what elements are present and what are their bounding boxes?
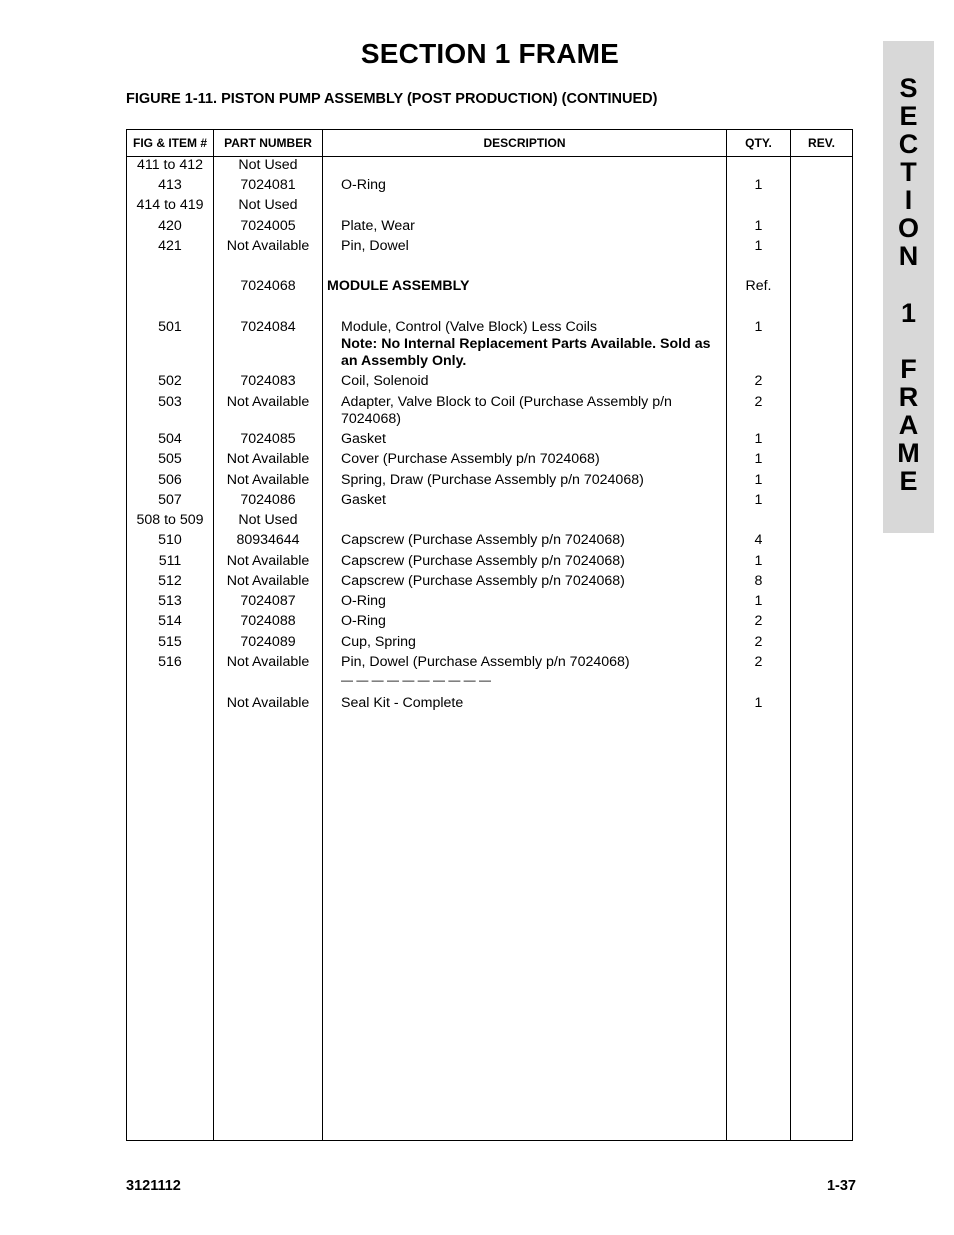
description-cell: Coil, Solenoid [341,373,429,389]
description-cell [341,319,721,370]
description-cell: Cup, Spring [341,634,416,650]
side-tab-letter: I [904,185,913,215]
qty-cell: 8 [754,573,763,589]
header-rev: REV. [808,136,835,150]
part-cell: Not Available [226,472,310,488]
qty-cell: 2 [754,654,763,670]
header-part-number: PART NUMBER [224,136,312,150]
description-cell: Gasket [341,492,386,508]
part-cell: 7024088 [240,613,296,629]
part-cell: Not Available [226,573,310,589]
item-cell: 508 to 509 [136,512,204,528]
description-cell: O-Ring [341,613,386,629]
side-tab-letter: F [900,354,917,384]
side-tab-letter: O [897,213,919,243]
part-cell: Not Available [226,451,310,467]
item-cell: 510 [158,532,182,548]
part-cell: 7024083 [240,373,296,389]
part-cell: Not Used [238,197,298,213]
qty-cell: 1 [754,431,763,447]
description-cell: Pin, Dowel (Purchase Assembly p/n 7024068) [341,654,630,670]
qty-cell: 1 [754,593,763,609]
page-title: SECTION 1 FRAME [360,38,620,69]
part-cell: Not Available [226,394,310,410]
part-cell: Not Available [226,553,310,569]
qty-cell: 2 [754,613,763,629]
qty-cell: 1 [754,238,763,254]
qty-cell: 1 [754,451,763,467]
qty-cell: 1 [754,319,763,335]
side-tab-letter: R [898,382,919,412]
item-cell: 505 [158,451,182,467]
part-cell: 7024084 [240,319,296,335]
item-cell: 411 to 412 [136,157,203,173]
description-cell: Plate, Wear [341,218,415,234]
header-description: DESCRIPTION [483,136,566,150]
description-note: Note: No Internal Replacement Parts Available. Sold as an Assembly Only. [341,336,711,369]
description-text: Module, Control (Valve Block) Less Coils [341,319,597,335]
item-cell: 511 [158,553,182,569]
side-tab-letter: E [899,101,918,131]
description-cell: Cover (Purchase Assembly p/n 7024068) [341,451,600,467]
figure-title: FIGURE 1-11. PISTON PUMP ASSEMBLY (POST PRODUCTION) (CONTINUED) [126,91,658,107]
qty-cell: 1 [754,553,763,569]
header-fig-item: FIG & ITEM # [132,136,207,150]
item-cell: 421 [158,238,182,254]
part-cell: 7024089 [240,634,296,650]
description-cell: Pin, Dowel [341,238,409,254]
item-cell: 507 [158,492,182,508]
side-tab-letter: S [899,73,918,103]
description-cell: O-Ring [341,593,386,609]
part-cell: 7024086 [240,492,296,508]
item-cell: 515 [158,634,182,650]
item-cell: 514 [158,613,182,629]
part-cell: Not Used [238,512,298,528]
item-cell: 506 [158,472,182,488]
part-cell: Not Available [226,654,310,670]
description-cell: Capscrew (Purchase Assembly p/n 7024068) [341,573,625,589]
side-tab-letter: C [898,129,919,159]
qty-cell: 1 [754,177,763,193]
description-cell: Adapter, Valve Block to Coil (Purchase Assembly p/n 7024068) [341,394,672,427]
qty-cell: 2 [754,394,763,410]
column-divider [790,130,791,1140]
part-cell: 7024087 [240,593,296,609]
doc-number: 3121112 [126,1178,181,1194]
part-cell: 80934644 [236,532,300,548]
part-cell: Not Used [238,157,298,173]
item-cell: 504 [158,431,182,447]
parts-table [126,129,853,1141]
item-cell: 512 [158,573,182,589]
qty-cell: 4 [754,532,763,548]
side-tab-letter: A [898,410,919,440]
item-cell: 501 [158,319,182,335]
item-cell: 516 [158,654,182,670]
part-cell: 7024005 [240,218,296,234]
qty-cell: Ref. [745,278,772,294]
description-cell: O-Ring [341,177,386,193]
side-tab-letter: M [897,438,920,468]
side-tab-letter: T [900,157,917,187]
qty-cell: 2 [754,634,763,650]
column-divider [322,130,323,1140]
side-tab-letter: N [898,241,919,271]
qty-cell: 2 [754,373,763,389]
part-cell: 7024081 [240,177,296,193]
description-cell: Capscrew (Purchase Assembly p/n 7024068) [341,553,625,569]
side-tab-letter: E [899,466,918,496]
page-number: 1-37 [826,1178,856,1194]
side-tab-letter: 1 [900,298,917,328]
description-cell: Gasket [341,431,386,447]
part-cell: 7024085 [240,431,296,447]
section-side-tab [883,41,934,533]
qty-cell: 1 [754,218,763,234]
part-cell: Not Available [226,238,310,254]
item-cell: 413 [158,177,182,193]
qty-cell: 1 [754,695,763,711]
header-qty: QTY. [745,136,772,150]
description-cell: Capscrew (Purchase Assembly p/n 7024068) [341,532,625,548]
item-cell: 502 [158,373,182,389]
item-cell: 503 [158,394,182,410]
qty-cell: 1 [754,472,763,488]
item-cell: 513 [158,593,182,609]
dash-separator: — — — — — — — — — — [341,673,492,687]
qty-cell: 1 [754,492,763,508]
part-cell: 7024068 [240,278,296,294]
item-cell: 420 [158,218,182,234]
description-cell: Spring, Draw (Purchase Assembly p/n 7024068) [341,472,644,488]
description-cell: Seal Kit - Complete [341,695,464,711]
part-cell: Not Available [226,695,310,711]
assembly-heading: MODULE ASSEMBLY [327,278,470,294]
item-cell: 414 to 419 [136,197,204,213]
